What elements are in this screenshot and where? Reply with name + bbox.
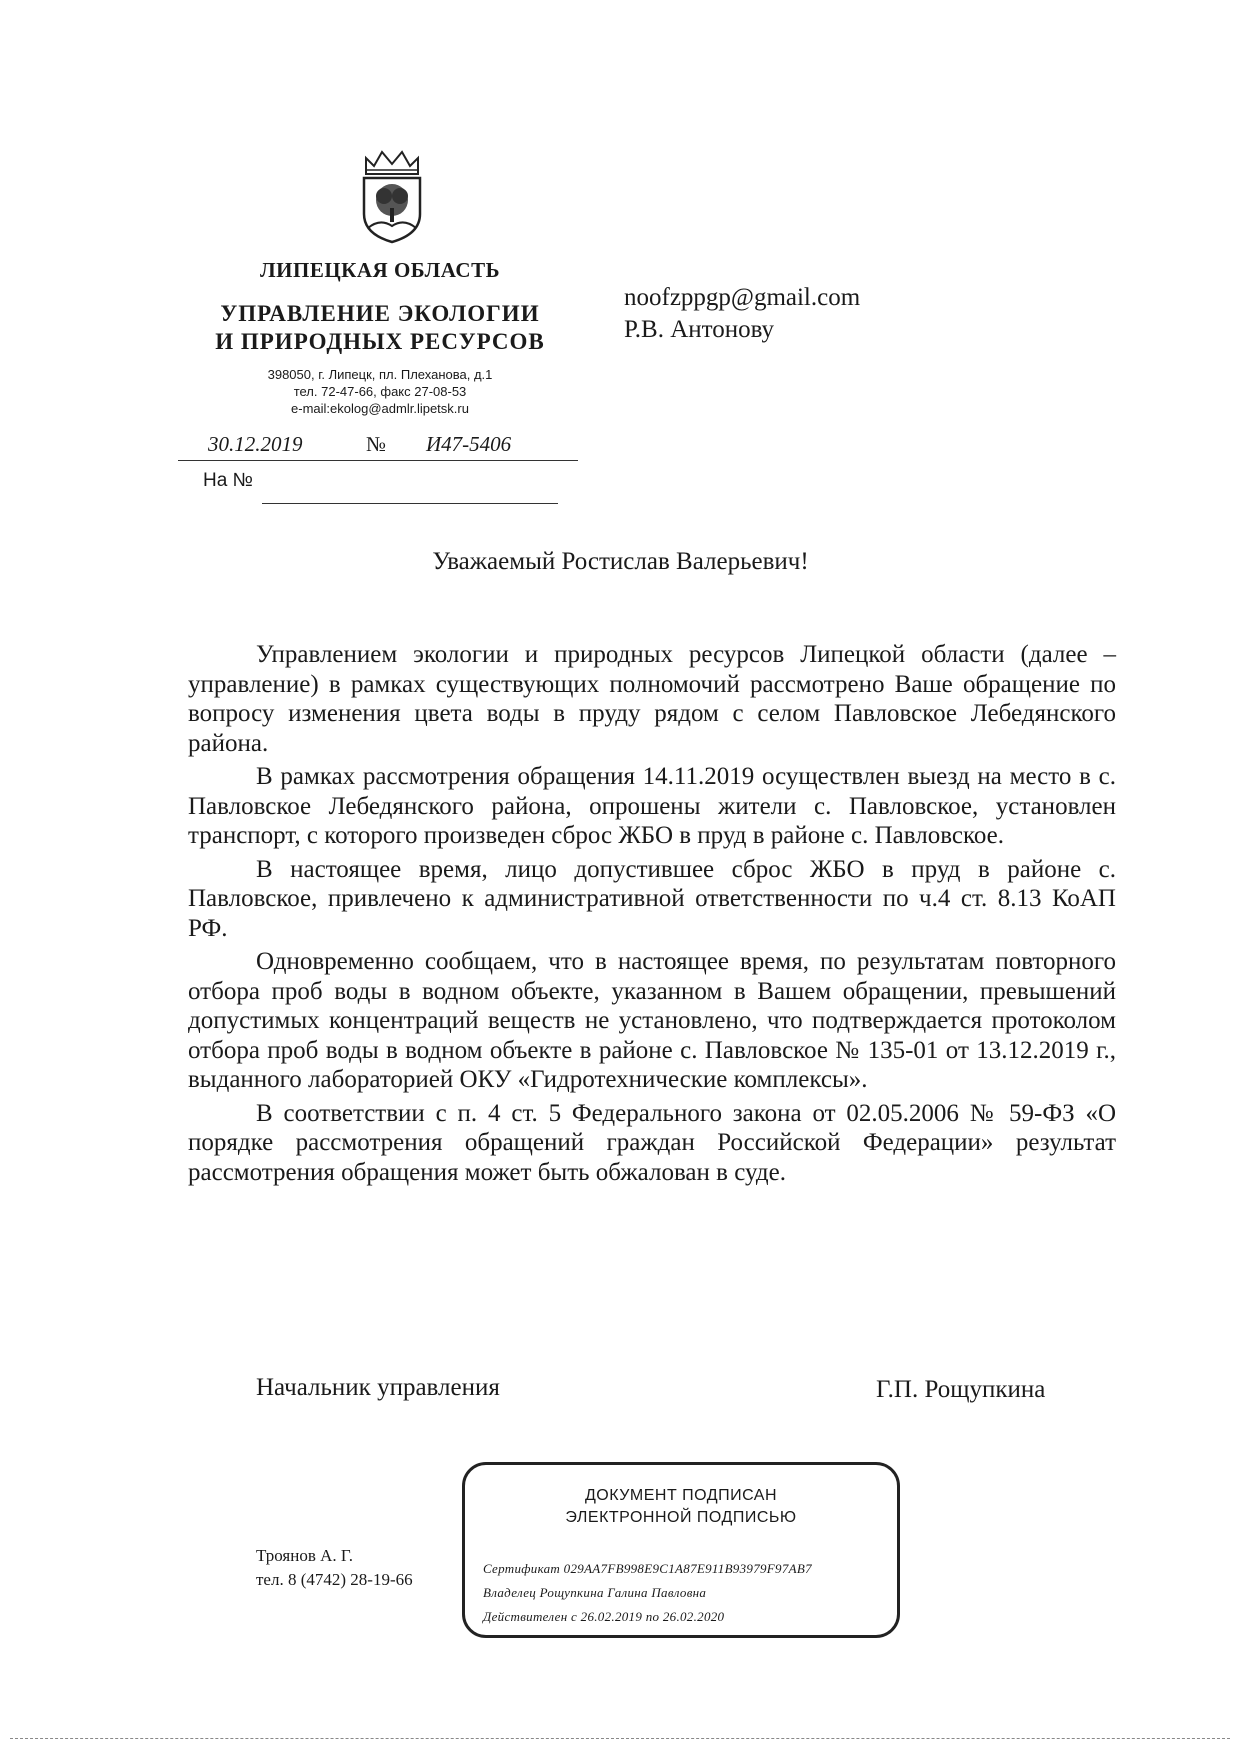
department-name bbox=[180, 300, 580, 356]
document-number: И47-5406 bbox=[426, 432, 512, 456]
stamp-validity: Действителен с 26.02.2019 по 26.02.2020 bbox=[483, 1609, 725, 1624]
sender-email: e-mail:ekolog@admlr.lipetsk.ru bbox=[291, 401, 469, 416]
signer-name: Г.П. Рощупкина bbox=[876, 1376, 1046, 1403]
region-name: ЛИПЕЦКАЯ ОБЛАСТЬ bbox=[260, 258, 500, 282]
reply-to-blank-line bbox=[262, 503, 558, 504]
stamp-title-line2: ЭЛЕКТРОННОЙ ПОДПИСЬЮ bbox=[565, 1509, 797, 1526]
letter-body bbox=[188, 640, 1116, 1191]
body-paragraph: В рамках рассмотрения обращения 14.11.2019 осуществлен выезд на место в с. Павловское Лебедянского района, опрошены жители с. Павловское, установлен транспорт, с которого произведен сброс ЖБО в пруд в районе с. Павловское. bbox=[188, 763, 1116, 849]
executor-name: Троянов А. Г. bbox=[256, 1546, 354, 1565]
executor-phone: тел. 8 (4742) 28-19-66 bbox=[256, 1570, 413, 1589]
department-name-line1: УПРАВЛЕНИЕ ЭКОЛОГИИ bbox=[220, 301, 540, 326]
signer-position: Начальник управления bbox=[256, 1374, 500, 1401]
coat-of-arms-emblem bbox=[356, 148, 428, 244]
reply-to-label: На № bbox=[203, 470, 253, 491]
stamp-title bbox=[465, 1485, 897, 1529]
body-paragraph: Управлением экологии и природных ресурсов Липецкой области (далее – управление) в рамках существующих полномочий рассмотрено Ваше обращение по вопросу изменения цвета воды в пруду рядом с селом Павловское Лебедянского района. bbox=[188, 641, 1116, 757]
stamp-certificate: Сертификат 029AA7FB998E9C1A87E911B93979F97AB7 bbox=[483, 1561, 812, 1576]
scan-edge-line bbox=[10, 1738, 1230, 1739]
recipient-block bbox=[624, 282, 860, 346]
registration-line bbox=[178, 432, 578, 461]
electronic-signature-stamp bbox=[462, 1462, 900, 1638]
recipient-email: noofzppgp@gmail.com bbox=[624, 284, 861, 311]
number-sign: № bbox=[366, 432, 387, 456]
body-paragraph: В соответствии с п. 4 ст. 5 Федерального закона от 02.05.2006 № 59-ФЗ «О порядке рассмотрения обращений граждан Российской Федерации» результат рассмотрения обращения может быть обжалован в суде. bbox=[188, 1099, 1116, 1186]
body-paragraph: В настоящее время, лицо допустившее сброс ЖБО в пруд в районе с. Павловское, привлечено к административной ответственности по ч.4 ст. 8.13 КоАП РФ. bbox=[188, 855, 1116, 942]
sender-phone: тел. 72-47-66, факс 27-08-53 bbox=[293, 384, 467, 399]
stamp-owner: Владелец Рощупкина Галина Павловна bbox=[483, 1585, 707, 1600]
sender-address: 398050, г. Липецк, пл. Плеханова, д.1 bbox=[267, 367, 493, 382]
body-paragraph: Одновременно сообщаем, что в настоящее время, по результатам повторного отбора проб воды в водном объекте, указанном в Вашем обращении, превышений допустимых концентраций веществ не установлено, что подтверждается протоколом отбора проб воды в водном объекте в районе с. Павловское № 135-01 от 13.12.2019 г., выданного лабораторией ОКУ «Гидротехнические комплексы». bbox=[188, 948, 1116, 1093]
sender-contacts bbox=[180, 366, 580, 417]
recipient-name: Р.В. Антонову bbox=[624, 316, 775, 343]
department-name-line2: И ПРИРОДНЫХ РЕСУРСОВ bbox=[215, 329, 545, 354]
stamp-title-line1: ДОКУМЕНТ ПОДПИСАН bbox=[584, 1487, 778, 1504]
salutation: Уважаемый Ростислав Валерьевич! bbox=[432, 548, 809, 575]
executor-block bbox=[256, 1544, 413, 1592]
document-date: 30.12.2019 bbox=[208, 432, 303, 456]
